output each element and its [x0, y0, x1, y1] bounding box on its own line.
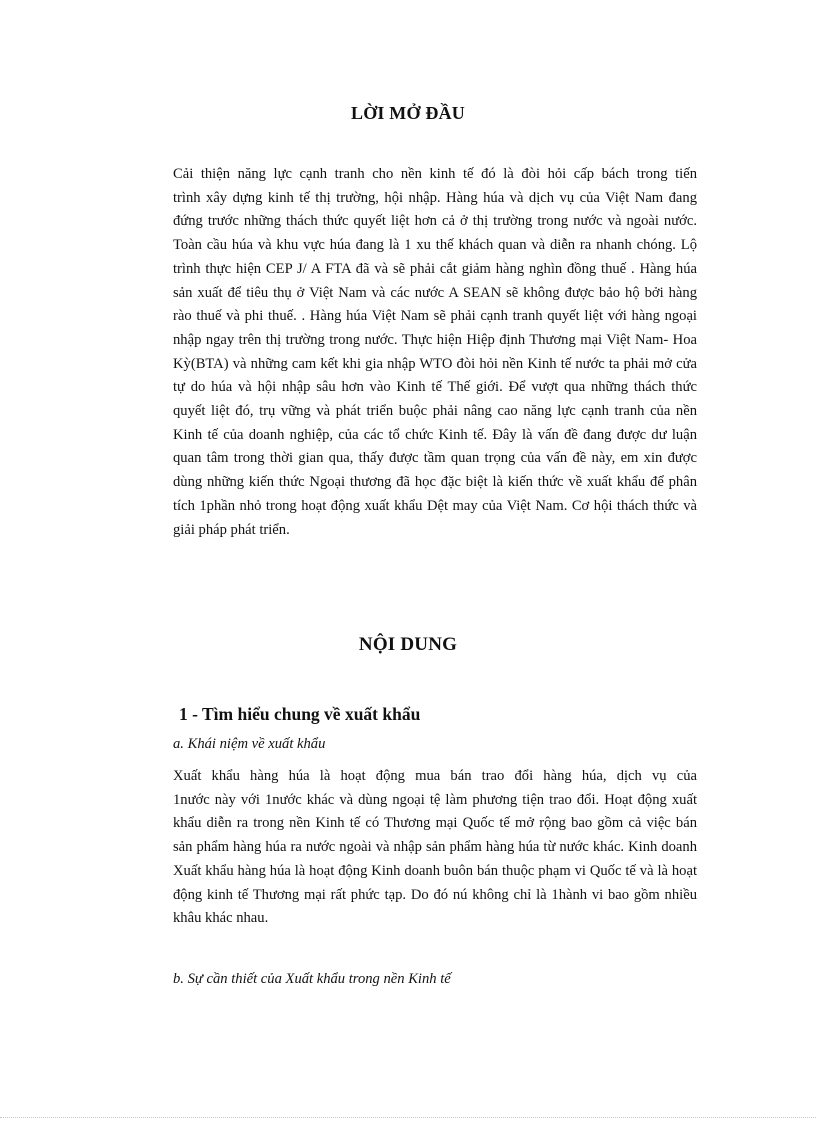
text-line: khẩu diễn ra trong nền Kinh tế có Thương mại Quốc tế mở rộng bao gồm cả việc bán — [173, 815, 697, 832]
text-line: tích 1phần nhỏ trong hoạt động xuất khẩu Dệt may của Việt Nam. Cơ hội thách thức và — [173, 497, 697, 514]
text-line: dùng những kiến thức Ngoại thương đã học đặc biệt là kiến thức về xuất khẩu để phân — [173, 474, 697, 491]
text-line: Xuất khẩu hàng húa là hoạt động mua bán trao đổi hàng húa, dịch vụ của — [173, 768, 697, 784]
intro-paragraph — [173, 163, 697, 542]
text-line: Cải thiện năng lực cạnh tranh cho nền kinh tế đó là đòi hỏi cấp bách trong tiến — [173, 166, 697, 182]
text-line: giải pháp phát triển. — [173, 521, 290, 538]
export-concept-paragraph — [173, 765, 697, 931]
text-line: 1nước này với 1nước khác và dùng ngoại tệ làm phương tiện trao đổi. Hoạt động xuất — [173, 791, 697, 808]
text-line: nhập ngay trên thị trường trong nước. Thực hiện Hiệp định Thương mại Việt Nam- Hoa — [173, 331, 697, 348]
text-line: trình thực hiện CEP J/ A FTA đã và sẽ phải cắt giảm hàng nghìn đồng thuế . Hàng húa — [173, 260, 697, 277]
intro-title: LỜI MỞ ĐẦU — [351, 103, 465, 123]
subsection-heading: a. Khái niệm về xuất khẩu — [173, 736, 326, 752]
text-line: Kỳ(BTA) và những cam kết khi gia nhập WTO đòi hỏi nền Kinh tế nước ta phải mở cửa — [173, 355, 697, 372]
content-title: NỘI DUNG — [358, 634, 458, 655]
text-line: Xuất khẩu hàng húa là hoạt động Kinh doanh buôn bán thuộc phạm vi Quốc tế và là hoạt — [173, 862, 697, 879]
text-line: đứng trước những thách thức quyết liệt hơn cả ở thị trường trong nước và ngoài nước. — [173, 213, 697, 230]
text-line: rào thuế và phi thuế. . Hàng húa Việt Nam sẽ phải cạnh tranh quyết liệt với hàng ngoại — [173, 308, 697, 325]
text-line: sản xuất để tiêu thụ ở Việt Nam và các nước A SEAN sẽ không được bảo hộ bởi hàng — [173, 284, 697, 301]
text-line: tự do húa và hội nhập sâu hơn vào Kinh tế Thế giới. Để vượt qua những thách thức — [173, 379, 697, 396]
text-line: khâu khác nhau. — [173, 910, 269, 927]
section-heading: 1 - Tìm hiểu chung về xuất khẩu — [179, 704, 421, 724]
text-line: Toàn cầu húa và khu vực húa đang là 1 xu thế khách quan và diễn ra nhanh chóng. Lộ — [173, 237, 697, 254]
text-line: Kinh tế của doanh nghiệp, của các tổ chức Kinh tế. Đây là vấn đề đang được dư luận — [173, 426, 697, 443]
subsection-heading: b. Sự cần thiết của Xuất khẩu trong nền Kinh tế — [173, 971, 451, 987]
text-line: trình xây dựng kinh tế thị trường, hội nhập. Hàng húa và dịch vụ của Việt Nam đang — [173, 189, 697, 206]
text-line: quyết liệt đó, trụ vững và phát triển buộc phải nâng cao năng lực cạnh tranh của nền — [173, 403, 697, 420]
text-line: quan tâm trong thời gian qua, thấy được tầm quan trọng của vấn đề này, em xin được — [173, 450, 697, 467]
text-line: động kinh tế Thương mại rất phức tạp. Do đó nú không chỉ là 1hành vi bao gồm nhiều — [173, 886, 697, 903]
text-line: sản phẩm hàng húa ra nước ngoài và nhập sản phẩm hàng húa từ nước khác. Kinh doanh — [173, 839, 697, 856]
page-bottom-divider — [0, 1117, 816, 1118]
